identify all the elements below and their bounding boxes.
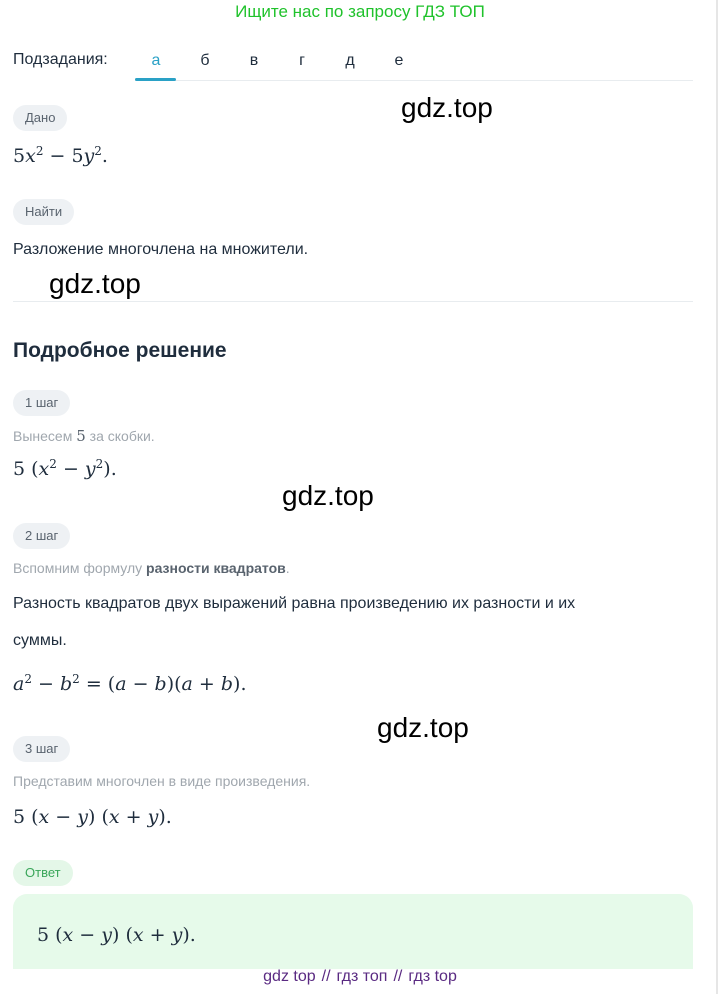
section-divider bbox=[13, 301, 693, 302]
link-separator: // bbox=[321, 968, 331, 985]
step3-chip: 3 шаг bbox=[13, 736, 70, 762]
step1-chip: 1 шаг bbox=[13, 390, 70, 416]
given-expression: $5x^2 - 5y^2$. bbox=[13, 144, 108, 167]
solution-title: Подробное решение bbox=[13, 339, 227, 362]
page-scrollbar[interactable] bbox=[716, 0, 718, 994]
step2-text-line2: суммы. bbox=[13, 632, 67, 649]
step2-chip: 2 шаг bbox=[13, 523, 70, 549]
link-gdz-top-ru[interactable]: гдз топ bbox=[336, 968, 388, 985]
given-chip: Дано bbox=[13, 105, 67, 131]
active-tab-indicator bbox=[135, 78, 176, 81]
step3-expression: 5 (x − y) (x + y). bbox=[13, 806, 172, 828]
step2-text-line1: Разность квадратов двух выражений равна произведению их разности и их bbox=[13, 595, 576, 612]
watermark: gdz.top bbox=[49, 268, 141, 299]
watermark: gdz.top bbox=[401, 92, 493, 123]
answer-expression: 5 (x − y) (x + y). bbox=[37, 924, 196, 946]
link-gdz-top[interactable]: gdz top bbox=[263, 968, 316, 985]
watermark: gdz.top bbox=[377, 712, 469, 743]
watermark: gdz.top bbox=[282, 480, 374, 511]
subtasks-label: Подзадания: bbox=[13, 51, 108, 68]
tab-a[interactable]: а bbox=[151, 52, 161, 69]
find-text: Разложение многочлена на множители. bbox=[13, 241, 309, 258]
link-separator: // bbox=[393, 968, 403, 985]
step3-note: Представим многочлен в виде произведения. bbox=[13, 773, 311, 789]
link-gdz-top-mixed[interactable]: гдз top bbox=[408, 968, 457, 985]
tab-v[interactable]: в bbox=[249, 52, 259, 69]
tab-g[interactable]: г bbox=[299, 52, 305, 69]
tab-b[interactable]: б bbox=[200, 52, 210, 69]
tabs-divider bbox=[135, 80, 693, 81]
tab-d[interactable]: д bbox=[345, 52, 355, 69]
answer-chip: Ответ bbox=[13, 860, 73, 886]
tab-e[interactable]: е bbox=[394, 52, 404, 69]
bottom-links-bar bbox=[0, 968, 720, 986]
difference-of-squares-formula: $a^2 - b^2 = (a - b)(a + b)$. bbox=[13, 672, 247, 695]
step1-expression: 5 $(x^2 - y^2)$. bbox=[13, 457, 117, 480]
step1-note: Вынесем 5 за скобки. bbox=[13, 427, 155, 445]
search-promo-text: Ищите нас по запросу ГДЗ ТОП bbox=[235, 2, 485, 21]
find-chip: Найти bbox=[13, 199, 74, 225]
step2-note: Вспомним формулу разности квадратов. bbox=[13, 560, 290, 576]
